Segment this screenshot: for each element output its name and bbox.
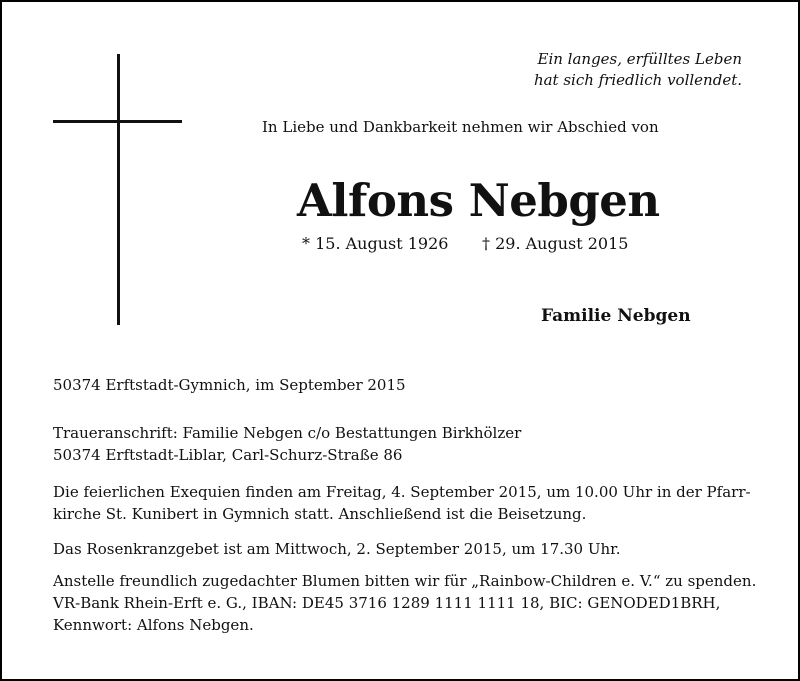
address-line-2: 50374 Erftstadt-Liblar, Carl-Schurz-Straße 86 (53, 446, 403, 464)
family-signature: Familie Nebgen (541, 306, 691, 326)
address-line-1: Traueranschrift: Familie Nebgen c/o Bestattungen Birkhölzer (53, 424, 522, 442)
deceased-name: Alfons Nebgen (297, 174, 660, 227)
donation-line-2: VR-Bank Rhein-Erft e. G., IBAN: DE45 3716 1289 1111 1111 18, BIC: GENODED1BRH, (53, 594, 721, 612)
birth-date: * 15. August 1926 (302, 234, 449, 253)
exequien-line-2: kirche St. Kunibert in Gymnich statt. Anschließend ist die Beisetzung. (53, 505, 587, 523)
cross-icon-horizontal-beam (53, 120, 182, 123)
cross-icon-vertical-beam (117, 54, 120, 325)
exequien-line-1: Die feierlichen Exequien finden am Freitag, 4. September 2015, um 10.00 Uhr in der Pfarr- (53, 483, 751, 501)
rosary-text: Das Rosenkranzgebet ist am Mittwoch, 2. September 2015, um 17.30 Uhr. (53, 540, 621, 558)
place-date: 50374 Erftstadt-Gymnich, im September 2015 (53, 376, 406, 394)
motto-line-2: hat sich friedlich vollendet. (533, 71, 742, 89)
motto-line-1: Ein langes, erfülltes Leben (537, 50, 742, 68)
intro-text: In Liebe und Dankbarkeit nehmen wir Abschied von (262, 118, 659, 136)
donation-line-3: Kennwort: Alfons Nebgen. (53, 616, 254, 634)
death-date: † 29. August 2015 (482, 234, 629, 253)
donation-line-1: Anstelle freundlich zugedachter Blumen bitten wir für „Rainbow-Children e. V.“ zu spenden. (53, 572, 757, 590)
